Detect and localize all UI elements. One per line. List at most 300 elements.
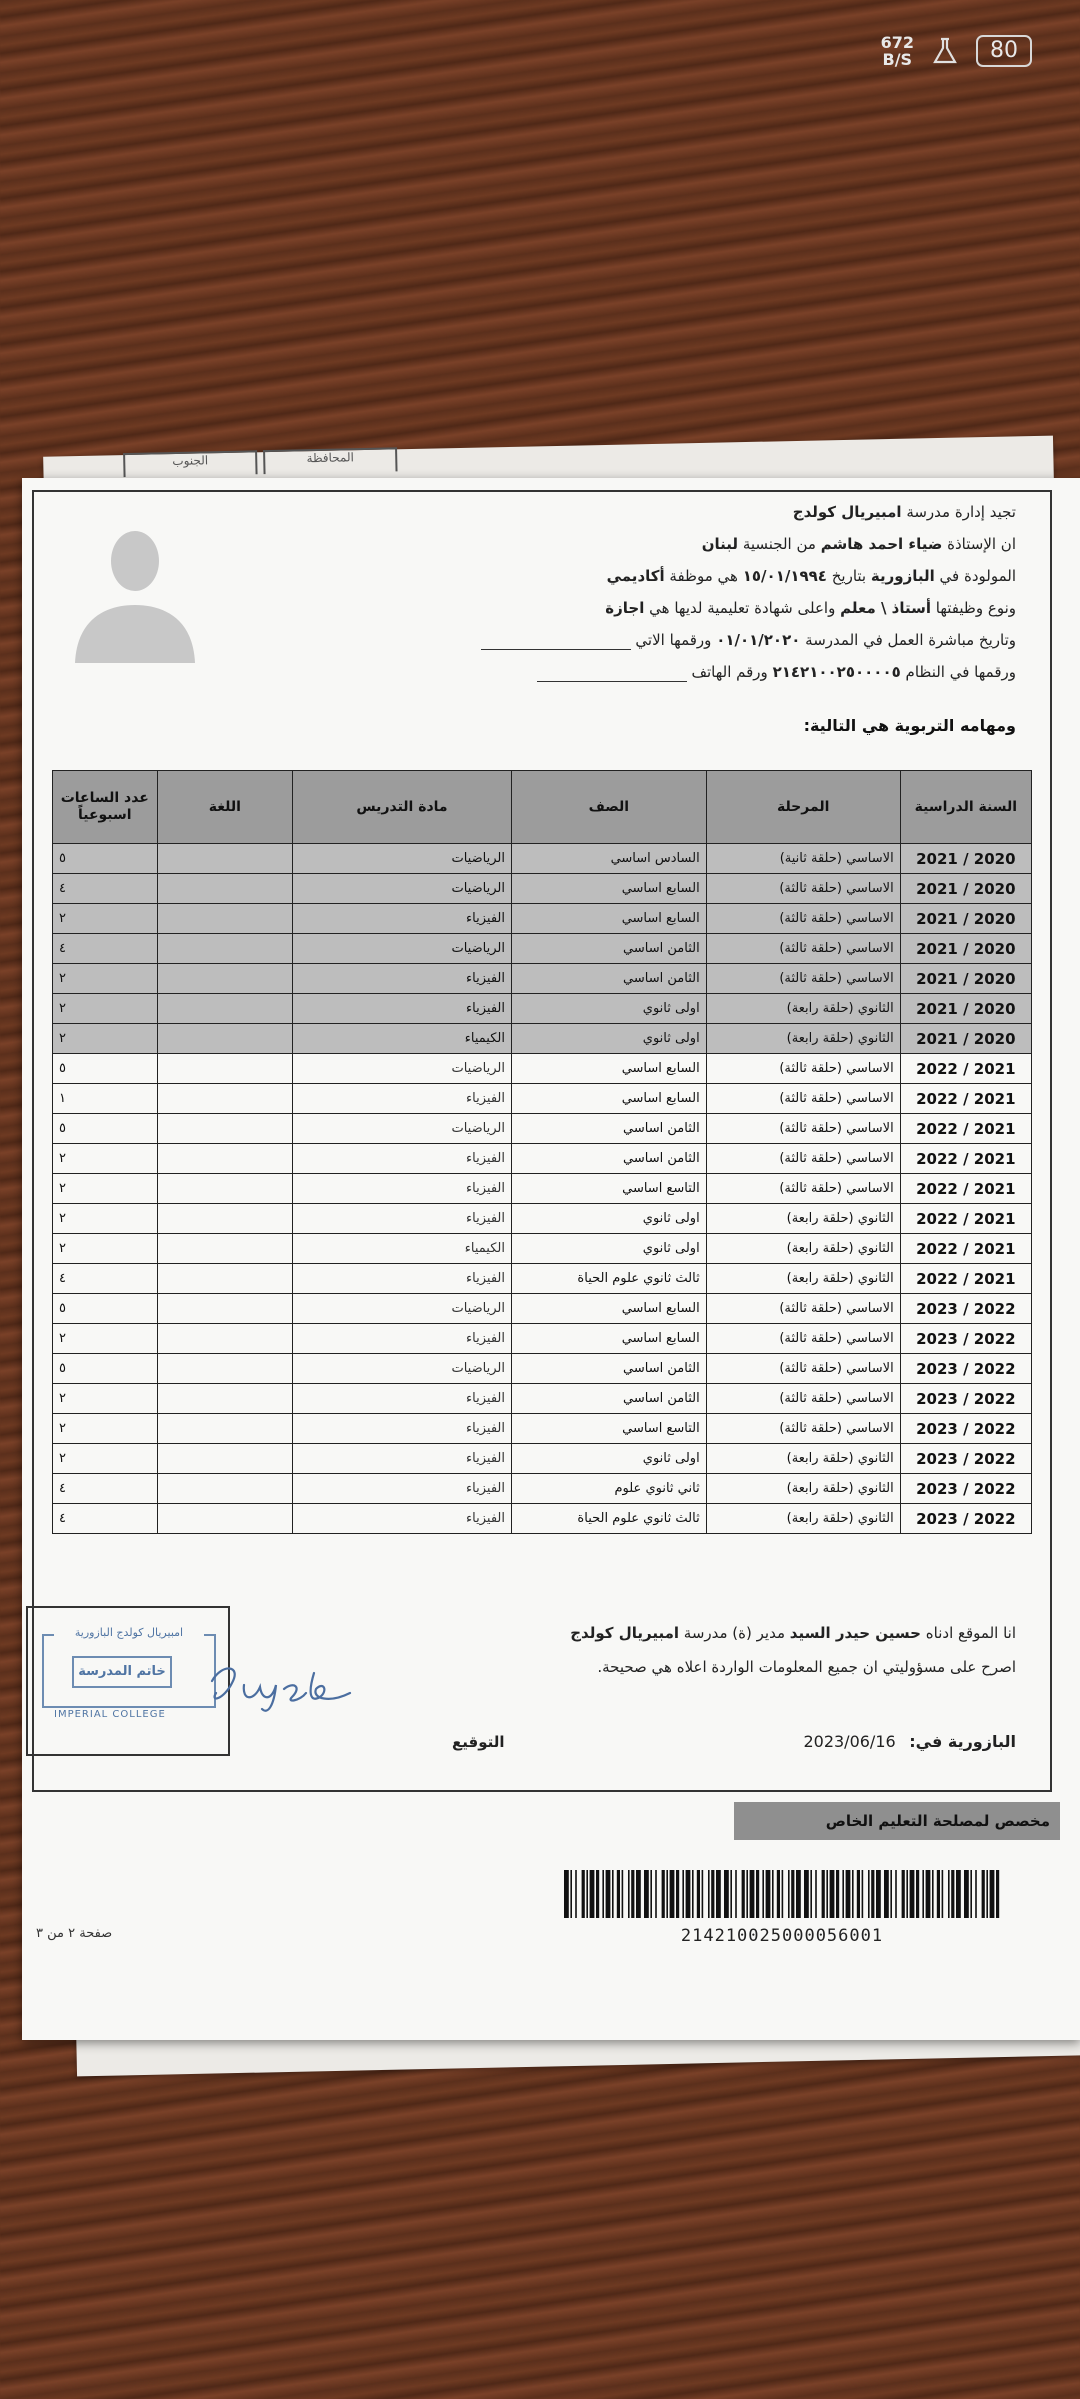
- number-blank: [481, 631, 631, 650]
- barcode-bar: [756, 1870, 759, 1918]
- barcode-bar: [655, 1870, 657, 1918]
- class-cell: اولى ثانوي: [511, 994, 706, 1024]
- stage-cell: الاساسي (حلقة ثالثة): [706, 1144, 900, 1174]
- header-subject: مادة التدريس: [293, 771, 512, 844]
- year-cell: 2021 / 2020: [900, 934, 1031, 964]
- barcode-bar: [990, 1870, 995, 1918]
- year-cell: 2022 / 2021: [900, 1144, 1031, 1174]
- stage-cell: الاساسي (حلقة ثالثة): [706, 874, 900, 904]
- barcode-bar: [622, 1870, 624, 1918]
- back-tab-right: المحافظة: [263, 447, 397, 474]
- language-cell: [157, 934, 292, 964]
- subject-cell: الرياضيات: [293, 844, 512, 874]
- table-row: [53, 964, 1032, 994]
- barcode-bar: [711, 1870, 714, 1918]
- barcode-bar: [644, 1870, 649, 1918]
- stamp-top-text: امبيريال كولدج البازورية: [54, 1626, 204, 1639]
- stage-cell: الثانوي (حلقة رابعة): [706, 1204, 900, 1234]
- subject-cell: الرياضيات: [293, 934, 512, 964]
- class-cell: السابع اساسي: [511, 1294, 706, 1324]
- stage-cell: الاساسي (حلقة ثالثة): [706, 934, 900, 964]
- hours-cell: ٥: [53, 1354, 158, 1384]
- intro-line-3: المولودة في البازورية بتاريخ ١٥/٠١/١٩٩٤ هي موظفة أكاديمي: [606, 567, 1016, 585]
- barcode-bar: [762, 1870, 764, 1918]
- hours-cell: ٢: [53, 1144, 158, 1174]
- barcode-bar: [862, 1870, 864, 1918]
- class-cell: اولى ثانوي: [511, 1204, 706, 1234]
- barcode-bar: [791, 1870, 794, 1918]
- class-cell: ثالث ثانوي علوم الحياة: [511, 1264, 706, 1294]
- stage-cell: الثانوي (حلقة رابعة): [706, 1444, 900, 1474]
- table-row: [53, 994, 1032, 1024]
- barcode-bar: [956, 1870, 961, 1918]
- class-cell: الثامن اساسي: [511, 1354, 706, 1384]
- intro-line-4: ونوع وظيفتها أستاذ \ معلم واعلى شهادة تعليمية لديها هي اجازة: [605, 599, 1016, 617]
- barcode-bar: [582, 1870, 585, 1918]
- declaration-line-1: انا الموقع ادناه حسين حيدر السيد مدير (ة) مدرسة امبيريال كولدج: [570, 1624, 1016, 1642]
- stamp-bottom-text: IMPERIAL COLLEGE: [54, 1709, 166, 1720]
- barcode-bar: [766, 1870, 771, 1918]
- subject-cell: الفيزياء: [293, 964, 512, 994]
- year-cell: 2023 / 2022: [900, 1504, 1031, 1534]
- year-cell: 2022 / 2021: [900, 1264, 1031, 1294]
- table-row: [53, 1354, 1032, 1384]
- barcode-bar: [724, 1870, 729, 1918]
- language-cell: [157, 1354, 292, 1384]
- subject-cell: الفيزياء: [293, 1504, 512, 1534]
- barcode-bar: [890, 1870, 892, 1918]
- barcode-bar: [996, 1870, 999, 1918]
- stage-cell: الاساسي (حلقة ثالثة): [706, 1324, 900, 1354]
- class-cell: التاسع اساسي: [511, 1414, 706, 1444]
- hours-cell: ٢: [53, 904, 158, 934]
- barcode-bar: [810, 1870, 812, 1918]
- table-row: [53, 1474, 1032, 1504]
- barcode-bar: [612, 1870, 614, 1918]
- school-name: امبيريال كولدج: [792, 503, 902, 521]
- language-cell: [157, 1324, 292, 1354]
- intro-line-1: تجيد إدارة مدرسة امبيريال كولدج: [792, 503, 1016, 521]
- employee-intro: [216, 496, 1016, 688]
- hours-cell: ٢: [53, 1384, 158, 1414]
- barcode-bar: [948, 1870, 950, 1918]
- barcode-bar: [922, 1870, 924, 1918]
- table-row: [53, 1144, 1032, 1174]
- language-cell: [157, 994, 292, 1024]
- table-row: [53, 1264, 1032, 1294]
- table-row: [53, 1084, 1032, 1114]
- class-cell: الثامن اساسي: [511, 934, 706, 964]
- table-row: [53, 934, 1032, 964]
- job-type: أستاذ \ معلم: [840, 599, 932, 617]
- date-line: [803, 1732, 1016, 1751]
- language-cell: [157, 1474, 292, 1504]
- barcode-bar: [666, 1870, 668, 1918]
- subject-cell: الكيمياء: [293, 1234, 512, 1264]
- year-cell: 2021 / 2020: [900, 874, 1031, 904]
- subject-cell: الفيزياء: [293, 1444, 512, 1474]
- barcode-bar: [735, 1870, 737, 1918]
- table-row: [53, 1114, 1032, 1144]
- barcode-bar: [742, 1870, 745, 1918]
- hours-cell: ٢: [53, 1174, 158, 1204]
- barcode-bar: [777, 1870, 780, 1918]
- class-cell: الثامن اساسي: [511, 1384, 706, 1414]
- document-page: [22, 478, 1080, 2040]
- status-bar: [881, 34, 1032, 68]
- class-cell: اولى ثانوي: [511, 1444, 706, 1474]
- flask-icon: [930, 36, 960, 66]
- subject-cell: الرياضيات: [293, 1054, 512, 1084]
- language-cell: [157, 1414, 292, 1444]
- hours-cell: ٤: [53, 874, 158, 904]
- barcode-bar: [570, 1870, 572, 1918]
- barcode-bar: [662, 1870, 665, 1918]
- year-cell: 2021 / 2020: [900, 844, 1031, 874]
- hours-cell: ٤: [53, 1264, 158, 1294]
- subject-cell: الرياضيات: [293, 1294, 512, 1324]
- barcode-bar: [926, 1870, 931, 1918]
- start-date: ٠١/٠١/٢٠٢٠: [716, 631, 801, 649]
- table-row: [53, 844, 1032, 874]
- year-cell: 2023 / 2022: [900, 1384, 1031, 1414]
- hours-cell: ٥: [53, 1294, 158, 1324]
- language-cell: [157, 844, 292, 874]
- header-stage: المرحلة: [706, 771, 900, 844]
- year-cell: 2023 / 2022: [900, 1324, 1031, 1354]
- barcode-bar: [826, 1870, 828, 1918]
- year-cell: 2022 / 2021: [900, 1174, 1031, 1204]
- degree: اجازة: [605, 599, 645, 617]
- reserved-label: مخصص لمصلحة التعليم الخاص: [734, 1802, 1060, 1840]
- barcode-bar: [846, 1870, 851, 1918]
- stage-cell: الاساسي (حلقة ثانية): [706, 844, 900, 874]
- hours-cell: ٥: [53, 1054, 158, 1084]
- barcode-bar: [631, 1870, 634, 1918]
- subject-cell: الفيزياء: [293, 904, 512, 934]
- table-row: [53, 1414, 1032, 1444]
- class-cell: الثامن اساسي: [511, 964, 706, 994]
- stage-cell: الاساسي (حلقة ثالثة): [706, 1294, 900, 1324]
- year-cell: 2022 / 2021: [900, 1234, 1031, 1264]
- barcode-bar: [916, 1870, 919, 1918]
- stage-cell: الثانوي (حلقة رابعة): [706, 1264, 900, 1294]
- table-body: [53, 844, 1032, 1534]
- barcode-bar: [686, 1870, 691, 1918]
- subject-cell: الكيمياء: [293, 1024, 512, 1054]
- barcode-bar: [830, 1870, 835, 1918]
- hours-cell: ٥: [53, 1114, 158, 1144]
- hours-cell: ٤: [53, 1474, 158, 1504]
- hours-cell: ٢: [53, 1204, 158, 1234]
- subject-cell: الرياضيات: [293, 1354, 512, 1384]
- employee-name: ضياء احمد هاشم: [820, 535, 943, 553]
- subject-cell: الفيزياء: [293, 1384, 512, 1414]
- barcode-bar: [586, 1870, 588, 1918]
- birthdate: ١٥/٠١/١٩٩٤: [742, 567, 827, 585]
- table-row: [53, 874, 1032, 904]
- back-tab-left: الجنوب: [123, 450, 257, 477]
- table-row: [53, 1204, 1032, 1234]
- hours-cell: ٢: [53, 1024, 158, 1054]
- year-cell: 2023 / 2022: [900, 1444, 1031, 1474]
- profile-placeholder-icon: [67, 523, 202, 663]
- hours-cell: ٢: [53, 1324, 158, 1354]
- hours-cell: ١: [53, 1084, 158, 1114]
- class-cell: السابع اساسي: [511, 904, 706, 934]
- hours-cell: ٥: [53, 844, 158, 874]
- employee-type: أكاديمي: [606, 567, 665, 585]
- language-cell: [157, 904, 292, 934]
- barcode-bar: [942, 1870, 944, 1918]
- intro-line-6: ورقمها في النظام ٢١٤٢١٠٠٢٥٠٠٠٠٥ ورقم الهاتف: [216, 656, 1016, 688]
- barcode-bar: [857, 1870, 860, 1918]
- barcode-bar: [937, 1870, 940, 1918]
- barcode-bar: [975, 1870, 977, 1918]
- year-cell: 2022 / 2021: [900, 1114, 1031, 1144]
- stage-cell: الاساسي (حلقة ثالثة): [706, 1054, 900, 1084]
- net-speed-unit: B/S: [882, 50, 913, 69]
- table-row: [53, 1444, 1032, 1474]
- table-row: [53, 904, 1032, 934]
- barcode-bar: [852, 1870, 854, 1918]
- header-hours: عدد الساعات اسبوعياً: [53, 771, 158, 844]
- stage-cell: الاساسي (حلقة ثالثة): [706, 904, 900, 934]
- subject-cell: الفيزياء: [293, 1204, 512, 1234]
- barcode-bar: [836, 1870, 839, 1918]
- tasks-heading: ومهامه التربوية هي التالية:: [803, 716, 1016, 735]
- header-year: السنة الدراسية: [900, 771, 1031, 844]
- barcode-bar: [596, 1870, 599, 1918]
- table-row: [53, 1294, 1032, 1324]
- nationality: لبنان: [701, 535, 739, 553]
- stage-cell: الاساسي (حلقة ثالثة): [706, 1354, 900, 1384]
- barcode-bar: [986, 1870, 988, 1918]
- subject-cell: الفيزياء: [293, 994, 512, 1024]
- year-cell: 2023 / 2022: [900, 1294, 1031, 1324]
- barcode-bar: [884, 1870, 889, 1918]
- subject-cell: الرياضيات: [293, 1114, 512, 1144]
- barcode-icon: [564, 1870, 1000, 1918]
- hours-cell: ٢: [53, 1444, 158, 1474]
- barcode-bar: [716, 1870, 721, 1918]
- language-cell: [157, 1144, 292, 1174]
- barcode-bar: [902, 1870, 905, 1918]
- language-cell: [157, 1084, 292, 1114]
- table-row: [53, 1174, 1032, 1204]
- barcode-bar: [951, 1870, 954, 1918]
- class-cell: ثالث ثانوي علوم الحياة: [511, 1504, 706, 1534]
- class-cell: اولى ثانوي: [511, 1234, 706, 1264]
- subject-cell: الفيزياء: [293, 1324, 512, 1354]
- stage-cell: الثانوي (حلقة رابعة): [706, 1024, 900, 1054]
- barcode-bar: [590, 1870, 595, 1918]
- barcode-bar: [970, 1870, 972, 1918]
- barcode-bar: [650, 1870, 652, 1918]
- language-cell: [157, 1264, 292, 1294]
- barcode-bar: [692, 1870, 694, 1918]
- hours-cell: ٤: [53, 1504, 158, 1534]
- barcode-bar: [564, 1870, 569, 1918]
- table-row: [53, 1024, 1032, 1054]
- barcode-bar: [932, 1870, 934, 1918]
- barcode-bar: [697, 1870, 700, 1918]
- year-cell: 2021 / 2020: [900, 1024, 1031, 1054]
- subject-cell: الرياضيات: [293, 874, 512, 904]
- language-cell: [157, 1294, 292, 1324]
- year-cell: 2021 / 2020: [900, 994, 1031, 1024]
- table-row: [53, 1504, 1032, 1534]
- date-value: 2023/06/16: [803, 1732, 896, 1751]
- page-number: صفحة ٢ من ٣: [36, 1926, 113, 1941]
- declaration: [570, 1616, 1016, 1684]
- year-cell: 2021 / 2020: [900, 964, 1031, 994]
- stage-cell: الثانوي (حلقة رابعة): [706, 994, 900, 1024]
- barcode-bar: [782, 1870, 784, 1918]
- system-number: ٢١٤٢١٠٠٢٥٠٠٠٠٥: [772, 663, 901, 681]
- language-cell: [157, 1204, 292, 1234]
- table-header-row: [53, 771, 1032, 844]
- year-cell: 2022 / 2021: [900, 1054, 1031, 1084]
- stage-cell: الاساسي (حلقة ثالثة): [706, 1414, 900, 1444]
- date-place: البازورية في:: [909, 1732, 1016, 1751]
- intro-line-2: ان الإستاذة ضياء احمد هاشم من الجنسية لبنان: [701, 535, 1016, 553]
- network-speed: [881, 34, 914, 68]
- class-cell: السادس اساسي: [511, 844, 706, 874]
- subject-cell: الفيزياء: [293, 1264, 512, 1294]
- intro-line-5: وتاريخ مباشرة العمل في المدرسة ٠١/٠١/٢٠٢٠ ورقمها الاتي: [216, 624, 1016, 656]
- net-speed-value: 672: [880, 33, 914, 52]
- barcode-bar: [702, 1870, 704, 1918]
- barcode-bar: [822, 1870, 825, 1918]
- class-cell: السابع اساسي: [511, 1324, 706, 1354]
- language-cell: [157, 1054, 292, 1084]
- table-row: [53, 1234, 1032, 1264]
- declaration-school: امبيريال كولدج: [570, 1624, 679, 1642]
- year-cell: 2022 / 2021: [900, 1204, 1031, 1234]
- phone-blank: [537, 663, 687, 682]
- barcode-number: 214210025000056001: [680, 1926, 884, 1946]
- year-cell: 2022 / 2021: [900, 1084, 1031, 1114]
- class-cell: اولى ثانوي: [511, 1024, 706, 1054]
- subject-cell: الفيزياء: [293, 1414, 512, 1444]
- subject-cell: الفيزياء: [293, 1144, 512, 1174]
- battery-indicator: 80: [976, 35, 1032, 67]
- hours-cell: ٢: [53, 1414, 158, 1444]
- barcode-bar: [910, 1870, 915, 1918]
- header-class: الصف: [511, 771, 706, 844]
- language-cell: [157, 1174, 292, 1204]
- barcode-bar: [606, 1870, 611, 1918]
- declaration-line-2: اصرح على مسؤوليتي ان جميع المعلومات الواردة اعلاه هي صحيحة.: [597, 1658, 1016, 1676]
- stage-cell: الاساسي (حلقة ثالثة): [706, 1114, 900, 1144]
- signature-label: التوقيع: [452, 1733, 505, 1751]
- class-cell: الثامن اساسي: [511, 1114, 706, 1144]
- barcode-bar: [682, 1870, 684, 1918]
- barcode-bar: [772, 1870, 774, 1918]
- table-row: [53, 1324, 1032, 1354]
- director-name: حسين حيدر السيد: [789, 1624, 921, 1642]
- hours-cell: ٤: [53, 934, 158, 964]
- barcode-bar: [788, 1870, 790, 1918]
- barcode-bar: [871, 1870, 874, 1918]
- year-cell: 2021 / 2020: [900, 904, 1031, 934]
- stamp-box: [26, 1606, 230, 1756]
- class-cell: ثاني ثانوي علوم: [511, 1474, 706, 1504]
- barcode-bar: [876, 1870, 881, 1918]
- barcode-bar: [670, 1870, 675, 1918]
- school-stamp: [42, 1626, 216, 1720]
- stage-cell: الاساسي (حلقة ثالثة): [706, 1174, 900, 1204]
- class-cell: السابع اساسي: [511, 874, 706, 904]
- stage-cell: الثانوي (حلقة رابعة): [706, 1234, 900, 1264]
- barcode-bar: [602, 1870, 604, 1918]
- language-cell: [157, 874, 292, 904]
- subject-cell: الفيزياء: [293, 1174, 512, 1204]
- barcode-bar: [575, 1870, 577, 1918]
- class-cell: الثامن اساسي: [511, 1144, 706, 1174]
- table-row: [53, 1384, 1032, 1414]
- header-language: اللغة: [157, 771, 292, 844]
- barcode-bar: [815, 1870, 817, 1918]
- class-cell: التاسع اساسي: [511, 1174, 706, 1204]
- language-cell: [157, 1384, 292, 1414]
- barcode-bar: [730, 1870, 732, 1918]
- barcode-bar: [628, 1870, 630, 1918]
- year-cell: 2023 / 2022: [900, 1354, 1031, 1384]
- barcode-bar: [796, 1870, 801, 1918]
- stage-cell: الاساسي (حلقة ثالثة): [706, 1084, 900, 1114]
- year-cell: 2023 / 2022: [900, 1414, 1031, 1444]
- teaching-table: [52, 770, 1032, 1534]
- stage-cell: الاساسي (حلقة ثالثة): [706, 1384, 900, 1414]
- class-cell: السابع اساسي: [511, 1054, 706, 1084]
- hours-cell: ٢: [53, 1234, 158, 1264]
- language-cell: [157, 1504, 292, 1534]
- barcode-bar: [676, 1870, 679, 1918]
- table-row: [53, 1054, 1032, 1084]
- barcode-bar: [617, 1870, 620, 1918]
- barcode-bar: [636, 1870, 641, 1918]
- language-cell: [157, 1234, 292, 1264]
- barcode-bar: [964, 1870, 969, 1918]
- language-cell: [157, 1024, 292, 1054]
- barcode-bar: [804, 1870, 809, 1918]
- language-cell: [157, 1444, 292, 1474]
- stage-cell: الثانوي (حلقة رابعة): [706, 1504, 900, 1534]
- barcode-bar: [906, 1870, 908, 1918]
- birthplace: البازورية: [870, 567, 935, 585]
- hours-cell: ٢: [53, 994, 158, 1024]
- barcode-bar: [895, 1870, 897, 1918]
- stamp-center-text: خاتم المدرسة: [72, 1656, 172, 1688]
- hours-cell: ٢: [53, 964, 158, 994]
- barcode-bar: [746, 1870, 748, 1918]
- barcode-bar: [750, 1870, 755, 1918]
- stage-cell: الثانوي (حلقة رابعة): [706, 1474, 900, 1504]
- signature-icon: [202, 1653, 352, 1723]
- subject-cell: الفيزياء: [293, 1084, 512, 1114]
- year-cell: 2023 / 2022: [900, 1474, 1031, 1504]
- subject-cell: الفيزياء: [293, 1474, 512, 1504]
- barcode-bar: [982, 1870, 985, 1918]
- stage-cell: الاساسي (حلقة ثالثة): [706, 964, 900, 994]
- language-cell: [157, 964, 292, 994]
- barcode-bar: [842, 1870, 844, 1918]
- barcode-bar: [708, 1870, 710, 1918]
- barcode-bar: [868, 1870, 870, 1918]
- class-cell: السابع اساسي: [511, 1084, 706, 1114]
